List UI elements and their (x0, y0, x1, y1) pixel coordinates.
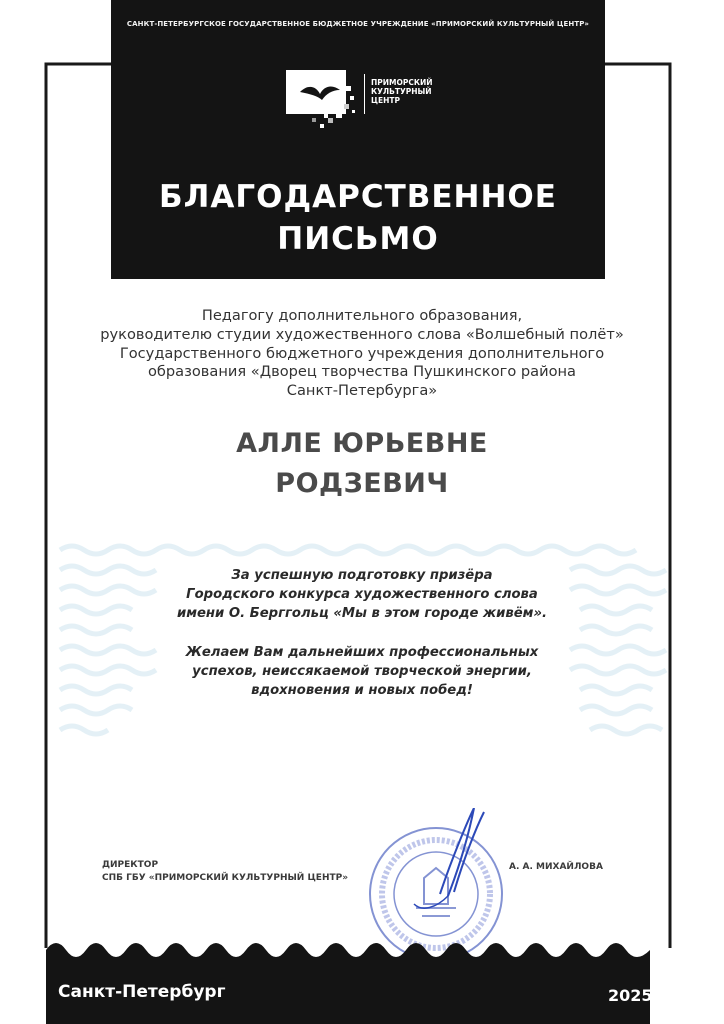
name-line: РОДЗЕВИЧ (275, 468, 449, 499)
logo-line: КУЛЬТУРНЫЙ (371, 87, 432, 96)
logo-line: ЦЕНТР (371, 96, 400, 105)
reason-line: имени О. Берггольц «Мы в этом городе живём». (176, 606, 548, 621)
description-line: Санкт-Петербурга» (286, 382, 438, 400)
recipient-description (60, 307, 664, 401)
signatory-name: А. А. МИХАЙЛОВА (509, 862, 603, 872)
wishes-text (110, 643, 614, 700)
signatory-position (102, 859, 348, 884)
description-line: образования «Дворец творчества Пушкинского района (147, 363, 576, 381)
document-title (111, 176, 605, 260)
position-line: ДИРЕКТОР (102, 860, 159, 870)
wish-line: успехов, неиссякаемой творческой энергии, (192, 664, 532, 679)
position-line: СПБ ГБУ «ПРИМОРСКИЙ КУЛЬТУРНЫЙ ЦЕНТР» (102, 872, 349, 883)
reason-line: За успешную подготовку призёра (231, 568, 493, 583)
name-line: АЛЛЕ ЮРЬЕВНЕ (236, 428, 488, 459)
title-line: ПИСЬМО (277, 221, 439, 257)
logo-line: ПРИМОРСКИЙ (371, 78, 433, 87)
reason-line: Городского конкурса художественного слова (186, 587, 538, 602)
description-line: руководителю студии художественного слова «Волшебный полёт» (100, 325, 624, 343)
title-line: БЛАГОДАРСТВЕННОЕ (159, 179, 557, 215)
logo-text (371, 78, 451, 105)
description-line: Педагогу дополнительного образования, (201, 307, 523, 324)
wish-line: Желаем Вам дальнейших профессиональных (185, 645, 539, 660)
header-block (111, 0, 605, 279)
footer-band (0, 930, 724, 1024)
organization-name: САНКТ-ПЕТЕРБУРГСКОЕ ГОСУДАРСТВЕННОЕ БЮДЖЕТНОЕ УЧРЕЖДЕНИЕ «ПРИМОРСКИЙ КУЛЬТУРНЫЙ ЦЕНТР» (126, 20, 590, 28)
award-reason (110, 566, 614, 623)
footer-city: Санкт-Петербург (58, 982, 226, 1002)
description-line: Государственного бюджетного учреждения дополнительного (119, 344, 605, 362)
logo-divider (364, 74, 365, 114)
wish-line: вдохновения и новых побед! (251, 683, 473, 698)
recipient-name (0, 424, 724, 504)
footer-year: 2025 (608, 986, 653, 1005)
